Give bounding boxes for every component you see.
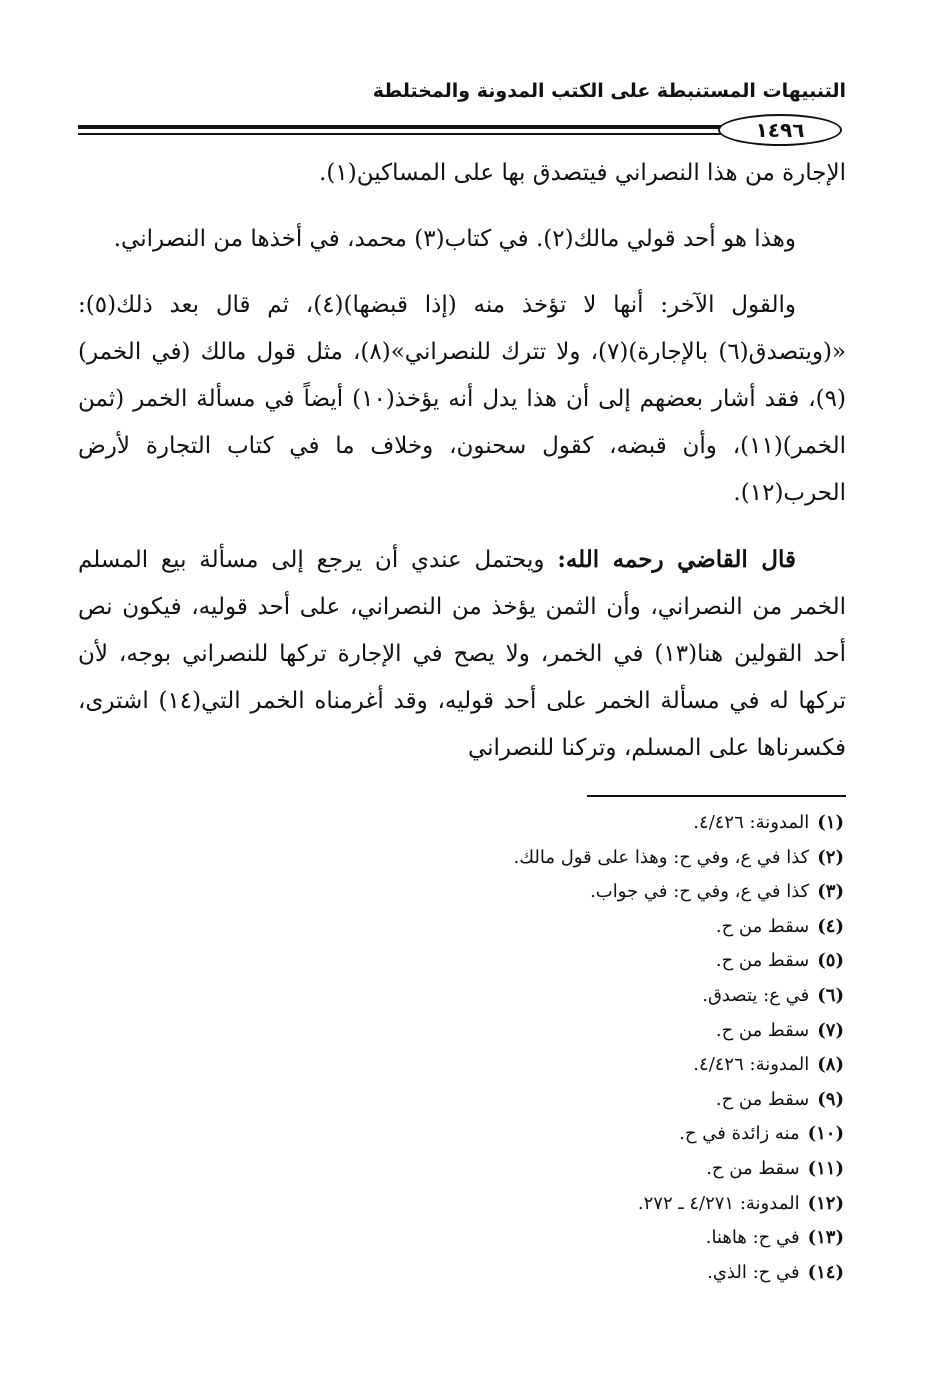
- footnote-number: (١): [817, 812, 844, 833]
- paragraph-2: [78, 216, 846, 263]
- footnote-text: سقط من ح.: [715, 1019, 810, 1041]
- footnote-item: [300, 1221, 844, 1256]
- page-number: ١٤٩٦: [718, 114, 842, 146]
- footnote-text: منه زائدة في ح.: [679, 1123, 800, 1145]
- footnote-text: سقط من ح.: [715, 1088, 810, 1110]
- footnote-text: المدونة: ٤/٤٢٦.: [693, 812, 810, 833]
- footnote-item: [300, 944, 844, 979]
- footnote-number: (٩): [817, 1088, 844, 1110]
- footnote-number: (٧): [817, 1019, 844, 1041]
- footnote-text: سقط من ح.: [706, 1157, 800, 1179]
- paragraph-text: وهذا هو أحد قولي مالك(٢). في كتاب(٣) محمد، في أخذها من النصراني.: [113, 226, 796, 252]
- footnote-number: (٦): [817, 984, 844, 1006]
- footnote-item: [300, 910, 844, 945]
- paragraph-text: والقول الآخر: أنها لا تؤخذ منه (إذا قبضها)(٤)، ثم قال بعد ذلك(٥): «(ويتصدق(٦) بالإجارة)(٧)، ولا تترك للنصراني»(٨)، مثل قول مالك (في الخمر)(٩)، فقد أشار بعضهم إلى أن هذا يدل أنه يؤخذ(١٠) أيضاً في مسألة الخمر (ثمن الخمر)(١١)، وأن قبضه، كقول سحنون، وخلاف ما في كتاب التجارة لأرض الحرب(١٢).: [78, 292, 847, 506]
- footnote-text: المدونة: ٤/٤٢٦.: [693, 1054, 810, 1076]
- footnote-text: سقط من ح.: [715, 950, 810, 972]
- footnote-text: سقط من ح.: [715, 915, 810, 937]
- footnote-text: كذا في ع، وفي ح: في جواب.: [590, 881, 810, 903]
- footnote-text: في ع: يتصدق.: [702, 984, 810, 1006]
- footnote-item: [300, 1152, 844, 1187]
- footnote-item: [300, 1117, 844, 1152]
- footnote-text: المدونة: ٤/٢٧١ ـ ٢٧٢.: [637, 1192, 800, 1214]
- footnote-number: (٨): [817, 1054, 844, 1076]
- footnote-text: كذا في ع، وفي ح: وهذا على قول مالك.: [513, 846, 810, 868]
- footnote-number: (١٠): [807, 1123, 844, 1145]
- footnote-item: [300, 1014, 844, 1049]
- footnote-item: [300, 1083, 844, 1118]
- footnote-number: (١٢): [807, 1192, 844, 1214]
- paragraph-4: [78, 536, 846, 772]
- footnote-item: [300, 1256, 844, 1291]
- footnote-text: في ح: الذي.: [707, 1261, 800, 1283]
- paragraph-1: [78, 150, 846, 197]
- paragraph-text: ويحتمل عندي أن يرجع إلى مسألة بيع المسلم الخمر من النصراني، وأن الثمن يؤخذ من النصراني، على أحد قوليه، فيكون نص أحد القولين هنا(١٣) في الخمر، ولا يصح في الإجارة تركها للنصراني بوجه، لأن تركها له في مسألة الخمر على أحد قوليه، وقد أغرمناه الخمر التي(١٤) اشترى، فكسرناها على المسلم، وتركنا للنصراني: [78, 547, 847, 761]
- footnote-number: (٥): [817, 950, 844, 972]
- footnotes: [300, 806, 844, 1290]
- footnote-item: [300, 1187, 844, 1222]
- footnote-number: (٣): [817, 881, 844, 903]
- footnote-text: في ح: هاهنا.: [705, 1227, 800, 1249]
- footnote-item: [300, 806, 844, 841]
- paragraph-text: الإجارة من هذا النصراني فيتصدق بها على المساكين(١).: [319, 160, 846, 186]
- footnote-divider: [587, 795, 846, 797]
- footnote-number: (١٣): [807, 1227, 844, 1249]
- footnote-item: [300, 1048, 844, 1083]
- header-rule-thick: [78, 125, 730, 129]
- body-text: [78, 150, 846, 791]
- running-header: التنبيهات المستنبطة على الكتب المدونة والمختلطة: [372, 80, 846, 102]
- footnote-number: (٢): [817, 846, 844, 868]
- footnote-number: (١٤): [807, 1261, 844, 1283]
- footnote-item: [300, 875, 844, 910]
- header-rule-thin: [78, 133, 730, 135]
- footnote-number: (٤): [817, 915, 844, 937]
- paragraph-3: [78, 282, 846, 517]
- footnote-item: [300, 841, 844, 876]
- footnote-number: (١١): [807, 1157, 844, 1179]
- footnote-item: [300, 979, 844, 1014]
- paragraph-lead: قال القاضي رحمه الله:: [557, 546, 797, 573]
